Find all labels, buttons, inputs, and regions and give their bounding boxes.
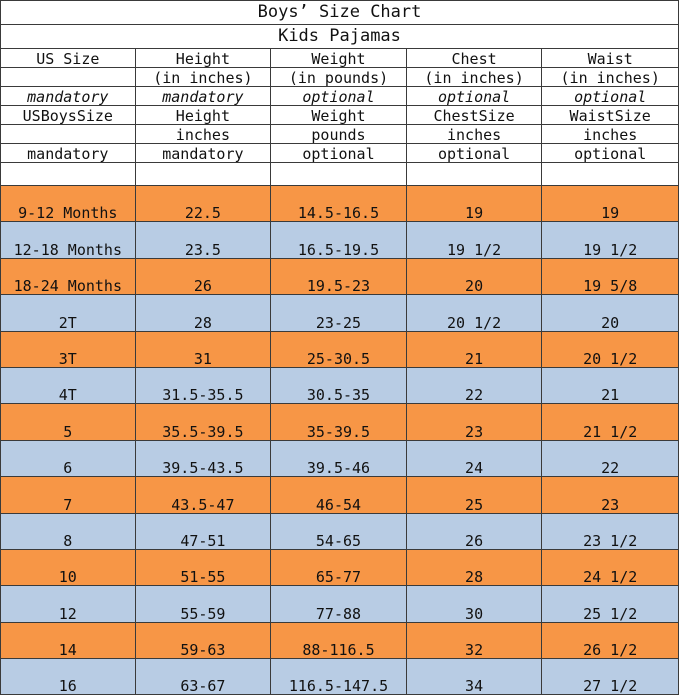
cell-weight: 16.5-19.5 [271,222,407,258]
cell-waist: 24 1/2 [542,549,679,585]
cell-waist: 21 [542,367,679,403]
header-cell-height: (in inches) [135,68,271,87]
header-cell-size: US Size [1,49,136,68]
table-row [1,258,679,294]
header-cell-size [1,125,136,144]
header-cell-weight: optional [271,144,407,163]
cell-size: 12-18 Months [1,222,136,258]
table-row [1,513,679,549]
cell-height: 43.5-47 [135,477,271,513]
header-cell-chest: optional [406,144,542,163]
cell-height: 63-67 [135,659,271,695]
spacer-cell [406,163,542,186]
cell-chest: 20 [406,258,542,294]
cell-waist: 22 [542,440,679,476]
cell-size: 14 [1,622,136,658]
cell-height: 26 [135,258,271,294]
cell-waist: 20 1/2 [542,331,679,367]
cell-height: 35.5-39.5 [135,404,271,440]
table-row [1,186,679,222]
cell-chest: 26 [406,513,542,549]
cell-size: 2T [1,295,136,331]
table-row [1,404,679,440]
cell-size: 9-12 Months [1,186,136,222]
header-cell-waist: inches [542,125,679,144]
table-row [1,367,679,403]
header-cell-waist: WaistSize [542,106,679,125]
table-row [1,586,679,622]
cell-weight: 19.5-23 [271,258,407,294]
table-row [1,622,679,658]
cell-height: 55-59 [135,586,271,622]
spacer-cell [271,163,407,186]
table-row [1,549,679,585]
cell-height: 28 [135,295,271,331]
header-cell-height: mandatory [135,87,271,106]
cell-height: 39.5-43.5 [135,440,271,476]
header-cell-weight: Weight [271,106,407,125]
title-row [1,1,679,25]
cell-waist: 19 5/8 [542,258,679,294]
spacer-cell [135,163,271,186]
spacer-cell [542,163,679,186]
cell-weight: 35-39.5 [271,404,407,440]
table-row [1,295,679,331]
cell-waist: 19 [542,186,679,222]
header-cell-height: inches [135,125,271,144]
header-cell-size: mandatory [1,87,136,106]
cell-weight: 54-65 [271,513,407,549]
header-cell-weight: optional [271,87,407,106]
table-row [1,440,679,476]
cell-chest: 19 1/2 [406,222,542,258]
cell-size: 16 [1,659,136,695]
cell-chest: 32 [406,622,542,658]
header-cell-chest: (in inches) [406,68,542,87]
cell-weight: 14.5-16.5 [271,186,407,222]
header-cell-chest: ChestSize [406,106,542,125]
header-cell-weight: pounds [271,125,407,144]
header-cell-height: Height [135,106,271,125]
header-cell-height: Height [135,49,271,68]
subtitle-row [1,25,679,49]
cell-weight: 88-116.5 [271,622,407,658]
cell-size: 8 [1,513,136,549]
cell-chest: 20 1/2 [406,295,542,331]
cell-waist: 23 1/2 [542,513,679,549]
cell-weight: 25-30.5 [271,331,407,367]
cell-chest: 21 [406,331,542,367]
cell-waist: 19 1/2 [542,222,679,258]
size-chart-body [1,1,679,695]
header-row [1,68,679,87]
cell-waist: 27 1/2 [542,659,679,695]
cell-size: 6 [1,440,136,476]
header-cell-chest: Chest [406,49,542,68]
header-cell-size: mandatory [1,144,136,163]
cell-weight: 30.5-35 [271,367,407,403]
cell-weight: 39.5-46 [271,440,407,476]
cell-size: 5 [1,404,136,440]
spacer-cell [1,163,136,186]
cell-chest: 25 [406,477,542,513]
header-row [1,49,679,68]
cell-height: 59-63 [135,622,271,658]
cell-weight: 77-88 [271,586,407,622]
cell-chest: 30 [406,586,542,622]
cell-waist: 21 1/2 [542,404,679,440]
chart-subtitle: Kids Pajamas [1,25,679,49]
header-row [1,87,679,106]
header-cell-waist: (in inches) [542,68,679,87]
table-row [1,659,679,695]
header-cell-waist: optional [542,87,679,106]
header-cell-height: mandatory [135,144,271,163]
cell-height: 51-55 [135,549,271,585]
cell-weight: 46-54 [271,477,407,513]
cell-size: 3T [1,331,136,367]
header-cell-chest: inches [406,125,542,144]
header-row [1,144,679,163]
cell-waist: 26 1/2 [542,622,679,658]
cell-weight: 23-25 [271,295,407,331]
cell-height: 47-51 [135,513,271,549]
cell-waist: 25 1/2 [542,586,679,622]
cell-size: 4T [1,367,136,403]
cell-chest: 22 [406,367,542,403]
cell-height: 23.5 [135,222,271,258]
header-cell-weight: (in pounds) [271,68,407,87]
cell-waist: 23 [542,477,679,513]
cell-size: 18-24 Months [1,258,136,294]
header-cell-chest: optional [406,87,542,106]
header-cell-size [1,68,136,87]
spacer-row [1,163,679,186]
header-cell-size: USBoysSize [1,106,136,125]
cell-height: 22.5 [135,186,271,222]
cell-chest: 34 [406,659,542,695]
cell-size: 7 [1,477,136,513]
cell-chest: 24 [406,440,542,476]
cell-chest: 19 [406,186,542,222]
chart-title: Boys’ Size Chart [1,1,679,25]
header-row [1,125,679,144]
header-cell-waist: Waist [542,49,679,68]
cell-waist: 20 [542,295,679,331]
cell-size: 12 [1,586,136,622]
cell-weight: 65-77 [271,549,407,585]
cell-weight: 116.5-147.5 [271,659,407,695]
header-cell-waist: optional [542,144,679,163]
header-cell-weight: Weight [271,49,407,68]
table-row [1,477,679,513]
table-row [1,331,679,367]
cell-chest: 28 [406,549,542,585]
cell-height: 31 [135,331,271,367]
table-row [1,222,679,258]
cell-chest: 23 [406,404,542,440]
cell-height: 31.5-35.5 [135,367,271,403]
cell-size: 10 [1,549,136,585]
header-row [1,106,679,125]
